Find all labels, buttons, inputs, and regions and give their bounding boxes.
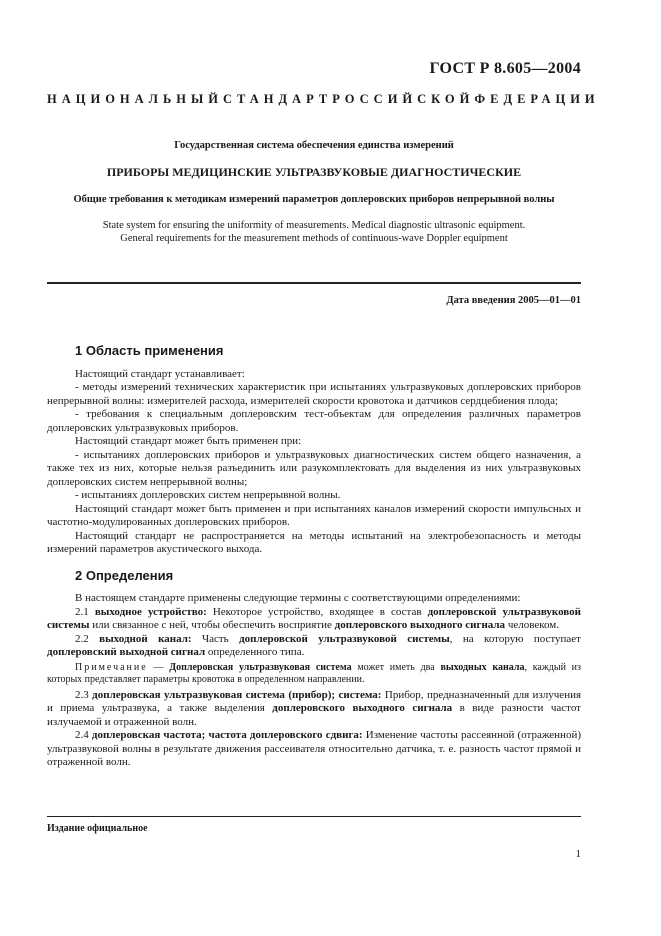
introduction-date: Дата введения 2005—01—01 <box>446 295 581 306</box>
definition-2-3: 2.3 доплеровская ультразвуковая система (прибор); система: Прибор, предназначенный для излучения и приема ультразвука, а также выделения доплеровского выходного сигнала в виде разности частот излучаемой и отраженной волн. <box>47 688 582 728</box>
paragraph: Настоящий стандарт может быть применен при: <box>75 435 302 447</box>
main-title: ПРИБОРЫ МЕДИЦИНСКИЕ УЛЬТРАЗВУКОВЫЕ ДИАГНОСТИЧЕСКИЕ <box>106 165 522 179</box>
section-1-heading: 1 Область применения <box>75 343 224 358</box>
header-word: РОССИЙСКОЙ <box>332 92 475 106</box>
header-word: ФЕДЕРАЦИИ <box>474 92 600 106</box>
document-number: ГОСТ Р 8.605—2004 <box>429 60 581 77</box>
edition-label: Издание официальное <box>47 823 148 834</box>
paragraph: В настоящем стандарте применены следующие термины с соответствующими определениями: <box>75 592 521 604</box>
term: доплеровская ультразвуковая система (прибор); система: <box>92 688 382 701</box>
document-body <box>47 344 581 770</box>
paragraph: Настоящий стандарт может быть применен и при испытаниях каналов измерений скорости импульсных и частотно-модулированных доплеровских приборов. <box>47 502 581 528</box>
definition-2-4: 2.4 доплеровская частота; частота доплеровского сдвига: Изменение частоты рассеянной (отраженной) ультразвуковой волны в результате движения рассеивателя относительно датчика, т. е. разность частот прямой и отраженной волн. <box>47 729 581 768</box>
english-title <box>47 219 581 245</box>
paragraph: Настоящий стандарт не распространяется на методы испытаний на электробезопасность и методы измерений параметров акустического выхода. <box>47 529 581 555</box>
english-title-line: State system for ensuring the uniformity of measurements. Medical diagnostic ultrasonic equipment. <box>102 220 526 231</box>
term: доплеровская частота; частота доплеровского сдвига: <box>91 729 363 741</box>
english-title-line: General requirements for the measurement methods of continuous-wave Doppler equipment <box>120 233 508 244</box>
term: выходной канал: <box>99 632 192 645</box>
national-standard-header <box>47 92 600 107</box>
definition-2-1: 2.1 выходное устройство: Некоторое устройство, входящее в состав доплеровской ультразвуковой системы или связанное с ней, чтобы обеспечить восприятие доплеровского выходного сигнала человеком. <box>47 605 582 631</box>
paragraph: - методы измерений технических характеристик при испытаниях ультразвуковых доплеровских приборов непрерывной волны: измерителей расхода, измерителей скорости кровотока и датчиков сердцебиения плода; <box>47 381 581 407</box>
paragraph: - требования к специальным доплеровским тест-объектам для определения различных параметров доплеровских ультразвуковых приборов. <box>47 408 581 434</box>
top-divider <box>47 282 581 284</box>
definition-2-2: 2.2 выходной канал: Часть доплеровской ультразвуковой системы, на которую поступает доплеровский выходной сигнал определенного типа. <box>47 632 581 658</box>
system-name: Государственная система обеспечения единства измерений <box>174 140 454 151</box>
paragraph: - испытаниях доплеровских приборов и ультразвуковых диагностических систем общего назначения, а также тех из них, которые нельзя разъединить или разукомплектовать для выделения из них ультразвуковых доплеровских систем непрерывной волны; <box>47 448 581 488</box>
title-block <box>47 140 581 245</box>
subtitle: Общие требования к методикам измерений параметров доплеровских приборов непрерывной волны <box>73 194 555 205</box>
note: Примечание — Доплеровская ультразвуковая система может иметь два выходных канала, каждый из которых представляет параметры кровотока в определенном направлении. <box>47 661 581 685</box>
header-word: НАЦИОНАЛЬНЫЙ <box>47 92 223 106</box>
bottom-divider <box>47 816 581 817</box>
page-number: 1 <box>575 848 581 860</box>
paragraph: - испытаниях доплеровских систем непрерывной волны. <box>75 489 341 501</box>
paragraph: Настоящий стандарт устанавливает: <box>75 367 245 380</box>
header-word: СТАНДАРТ <box>222 92 333 106</box>
note-label: Примечание <box>75 661 148 673</box>
term: выходное устройство: <box>94 605 207 618</box>
section-2-heading: 2 Определения <box>75 567 174 583</box>
